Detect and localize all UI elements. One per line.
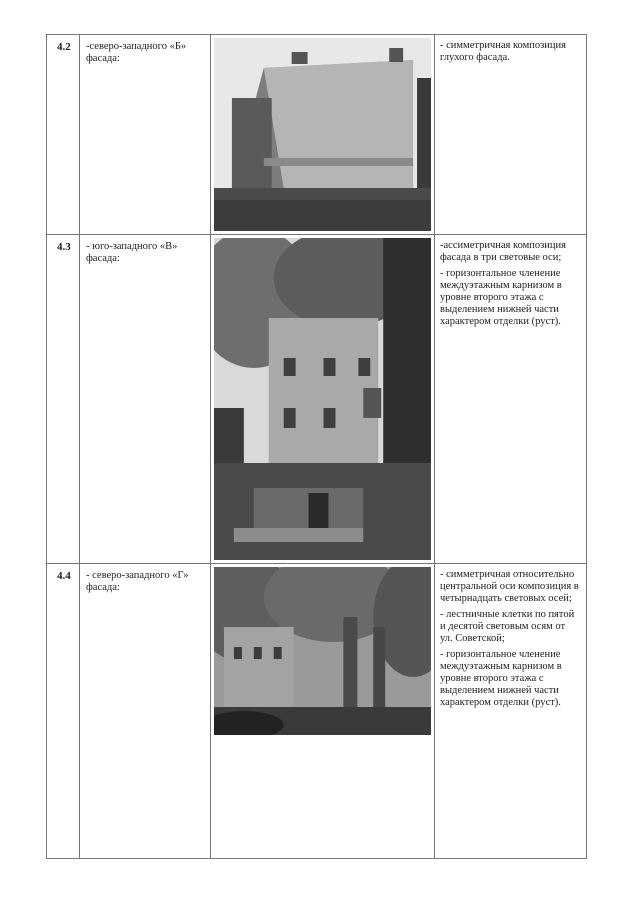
photo-cell (211, 35, 435, 234)
feature-text: - горизонтальное членение междуэтажным карнизом в уровне второго этажа с выделением нижней части характером отделки (руст). (440, 649, 562, 708)
table-row (46, 234, 587, 564)
row-number: 4.3 (47, 235, 80, 563)
facade-name: - юго-западного «В» фасада: (80, 235, 211, 563)
feature-text: - симметричная относительно центральной оси композиция в четырнадцать световых осей; (440, 569, 579, 604)
features-cell (435, 35, 586, 234)
facade-name: -северо-западного «Б» фасада: (80, 35, 211, 234)
features-cell (435, 564, 586, 858)
features-cell (435, 235, 586, 563)
photo-cell (211, 235, 435, 563)
building-photo (214, 38, 431, 231)
building-photo (214, 567, 431, 735)
row-number: 4.4 (47, 564, 80, 858)
building-photo (214, 238, 431, 560)
facade-name: - северо-западного «Г» фасада: (80, 564, 211, 858)
table-row (46, 563, 587, 859)
table-row (46, 34, 587, 235)
feature-text: -ассиметричная композиция фасада в три световые оси; (440, 240, 566, 263)
row-number: 4.2 (47, 35, 80, 234)
feature-text: - лестничные клетки по пятой и десятой световым осям от ул. Советской; (440, 609, 575, 644)
feature-text: - горизонтальное членение междуэтажным карнизом в уровне второго этажа с выделением нижней части характером отделки (руст). (440, 268, 562, 327)
feature-text: - симметричная композиция глухого фасада. (440, 40, 566, 63)
photo-cell (211, 564, 435, 858)
